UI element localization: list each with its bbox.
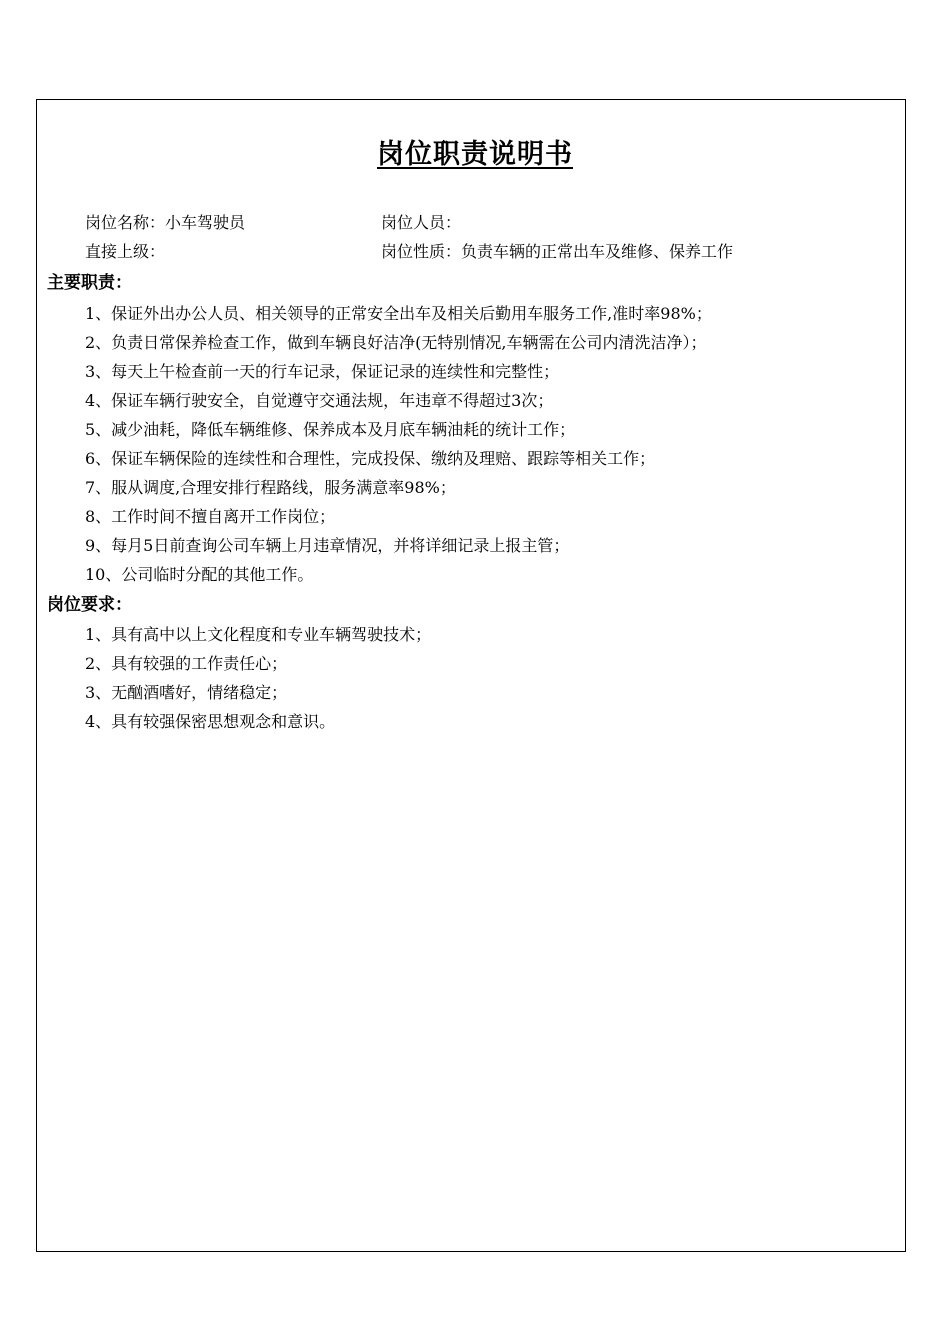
document-title: 岗位职责说明书 bbox=[377, 139, 573, 170]
list-item: 2、具有较强的工作责任心； bbox=[85, 654, 288, 673]
list-item: 9、每月5日前查询公司车辆上月违章情况，并将详细记录上报主管； bbox=[85, 536, 570, 555]
list-item: 4、保证车辆行驶安全，自觉遵守交通法规，年违章不得超过3次； bbox=[85, 391, 554, 410]
list-item: 2、负责日常保养检查工作，做到车辆良好洁净(无特别情况,车辆需在公司内清洗洁净）； bbox=[85, 333, 707, 352]
requirements-heading: 岗位要求： bbox=[47, 595, 132, 615]
list-item: 3、无酗酒嗜好，情绪稳定； bbox=[85, 683, 288, 702]
list-item: 7、服从调度,合理安排行程路线，服务满意率98%； bbox=[85, 478, 456, 497]
requirements-list bbox=[85, 620, 431, 736]
position-person-field: 岗位人员： bbox=[381, 213, 462, 232]
list-item: 3、每天上午检查前一天的行车记录，保证记录的连续性和完整性； bbox=[85, 362, 560, 381]
list-item: 8、工作时间不擅自离开工作岗位； bbox=[85, 507, 336, 526]
list-item: 4、具有较强保密思想观念和意识。 bbox=[85, 712, 336, 731]
list-item: 10、公司临时分配的其他工作。 bbox=[85, 565, 314, 584]
list-item: 1、具有高中以上文化程度和专业车辆驾驶技术； bbox=[85, 625, 432, 644]
list-item: 1、保证外出办公人员、相关领导的正常安全出车及相关后勤用车服务工作,准时率98%； bbox=[85, 304, 712, 323]
list-item: 5、减少油耗，降低车辆维修、保养成本及月底车辆油耗的统计工作； bbox=[85, 420, 576, 439]
list-item: 6、保证车辆保险的连续性和合理性，完成投保、缴纳及理赔、跟踪等相关工作； bbox=[85, 449, 656, 468]
position-name-field: 岗位名称：小车驾驶员 bbox=[85, 213, 246, 232]
position-nature-field: 岗位性质：负责车辆的正常出车及维修、保养工作 bbox=[381, 242, 734, 261]
responsibilities-list bbox=[85, 299, 712, 589]
direct-superior-field: 直接上级： bbox=[85, 242, 166, 261]
responsibilities-heading: 主要职责： bbox=[47, 273, 132, 293]
